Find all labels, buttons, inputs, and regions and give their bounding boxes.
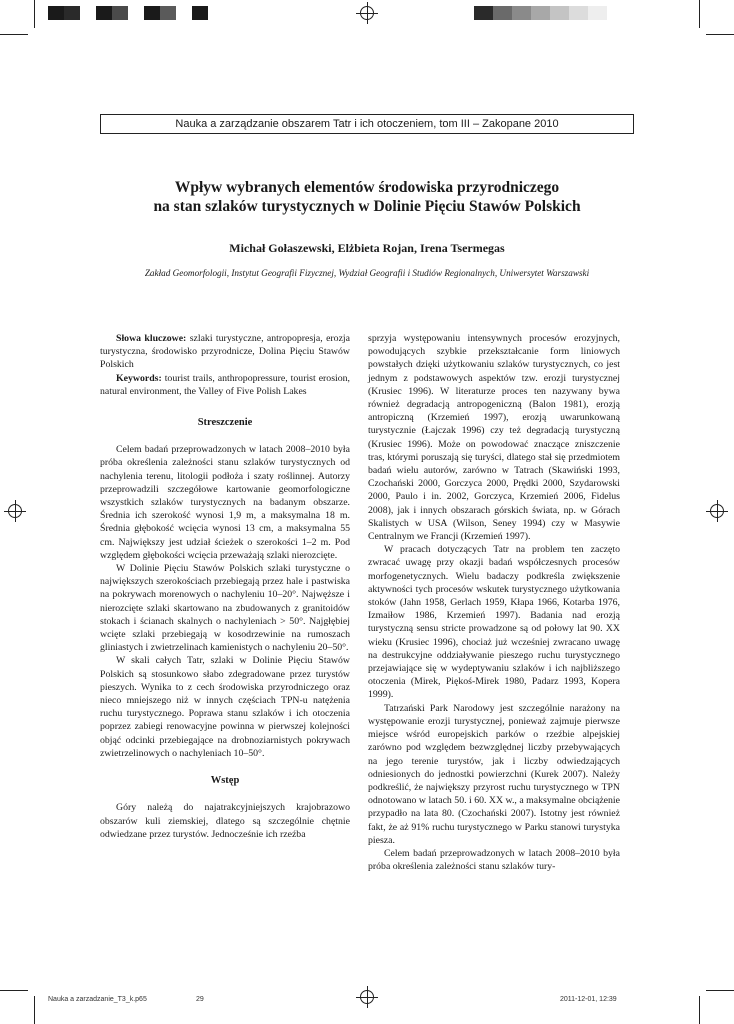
color-bar-right	[474, 6, 607, 20]
gray-swatch	[493, 6, 512, 20]
slug-timestamp: 2011-12-01, 12:39	[560, 996, 617, 1003]
registration-mark-bottom	[360, 990, 374, 1004]
body-paragraph: Tatrzański Park Narodowy jest szczególnie narażony na występowanie erozji turystycznej, ponieważ zajmuje pierwsze miejsce wśród europejskich parków o rzeźbie alpejskiej zarówno pod względem bezwzględnej liczby przebywających na jego terenie turystów, jak i liczby odwiedzających odniesionych do jednostki powierzchni (Kurek 2007). Należy podkreślić, że największy przyrost ruchu turystycznego w TPN odnotowano w latach 50. i 60. XX w., a maksymalne obciążenie przypadło na lata 80. (Czochański 2007). Istotny jest również fakt, że aż 91% ruchu turystycznego w Parku stanowi turystyka piesza.	[368, 702, 620, 846]
article-title	[80, 178, 654, 216]
keywords-pl-label: Słowa kluczowe:	[116, 333, 187, 344]
left-column	[100, 332, 350, 841]
color-swatch	[112, 6, 128, 20]
gray-swatch	[588, 6, 607, 20]
article-affiliation: Zakład Geomorfologii, Instytut Geografii Fizycznej, Wydział Geografii i Studiów Regionalnych, Uniwersytet Warszawski	[144, 268, 590, 278]
body-paragraph: W pracach dotyczących Tatr na problem ten zaczęto zwracać uwagę przy okazji badań współczesnych procesów morfogenetycznych. Wielu badaczy podkreśla zwiększenie aktywności tych procesów wskutek turystycznego użytkowania stoków (Jahn 1958, Gerlach 1959, Kłapa 1966, Kotarba 1976, Izmaiłow 1986, Krzemień 1997). Badania nad erozją turystyczną sensu stricte prowadzone są od połowy lat 90. XX wieku (Krusiec 1996), chociaż już wcześniej zwracano uwagę na destrukcyjne oddziaływanie pieszego ruchu turystycznego przejawiające się w wydeptywaniu szlaków i ich najbliższego otoczenia (Mirek, Piękoś-Mirek 1980, Padarz 1993, Kopera 1999).	[368, 544, 620, 701]
color-swatch	[80, 6, 96, 20]
registration-mark-right	[710, 504, 724, 518]
crop-mark	[34, 996, 35, 1024]
article-title-line-1: Wpływ wybranych elementów środowiska przyrodniczego	[174, 179, 560, 196]
body-paragraph: sprzyja występowaniu intensywnych procesów erozyjnych, powodujących szybkie przekształcanie form liniowych powstałych dzięki użytkowaniu szlaków turystycznych, co jest jednym z podstawowych aspektów tzw. erozji turystycznej (Krusiec 1996). W literaturze proces ten nazywany bywa również degradacją antropogeniczną (Balon 1981), erozją antropiczną (Krzemień 1997), erozją uwarunkowaną turystycznie (Łajczak 1996) czy też degradacją turystyczną (Krusiec 1996). Może on powodować znaczące zniszczenie tras, którymi poruszają się turyści, dlatego stał się przedmiotem badań wielu autorów, zarówno w Tatrach (Skawiński 1993, Czochański 2000, Gorczyca 2000, Prędki 2000, Szydarowski 2000, Paulo i in. 2002, Gorczyca, Krzemień 2006, Fidelus 2008), jak i innych obszarach górskich świata, np. w Górach Skalistych w USA (Wilson, Seney 1994) czy w Masywie Centralnym we Francji (Krzemień 1997).	[368, 333, 620, 543]
crop-mark	[706, 990, 734, 991]
abstract-paragraph: Celem badań przeprowadzonych w latach 2008–2010 była próba określenia zależności stanu szlaków turystycznych od nachylenia terenu, litologii podłoża i szaty roślinnej. Autorzy przeprowadzili szczegółowe kartowanie geomorfologiczne wszystkich szlaków turystycznych na badanym obszarze. Średnia ich szerokość wynosi 1,9 m, a maksymalna 18 m. Średnia głębokość wcięcia wynosi 13 cm, a maksymalna 55 cm. Największy jest udział ścieżek o szerokości 1–2 m. Pod względem głębokości wcięcia przeważają szlaki nierozcięte.	[100, 444, 350, 561]
color-swatch	[144, 6, 160, 20]
color-swatch	[48, 6, 64, 20]
crop-mark	[706, 34, 734, 35]
crop-mark	[699, 0, 700, 28]
crop-mark	[0, 990, 28, 991]
intro-paragraph: Góry należą do najatrakcyjniejszych krajobrazowo obszarów kuli ziemskiej, dlatego są szczególnie chętnie odwiedzane przez turystów. Jednocześnie ich rzeźba	[100, 802, 350, 840]
intro-heading: Wstęp	[210, 775, 240, 787]
journal-header	[100, 114, 634, 134]
color-bar-left	[48, 6, 208, 20]
crop-mark	[699, 996, 700, 1024]
gray-swatch	[474, 6, 493, 20]
article-authors: Michał Gołaszewski, Elżbieta Rojan, Irena Tsermegas	[229, 241, 505, 255]
body-paragraph: Celem badań przeprowadzonych w latach 2008–2010 była próba określenia zależności stanu szlaków tury-	[368, 847, 620, 873]
keywords-pl-text: szlaki turystyczne, antropopresja, erozja turystyczna, środowisko przyrodnicze, Dolina Pięciu Stawów Polskich	[100, 333, 350, 371]
crop-mark	[34, 0, 35, 28]
gray-swatch	[550, 6, 569, 20]
color-swatch	[64, 6, 80, 20]
article-title-line-2: na stan szlaków turystycznych w Dolinie Pięciu Stawów Polskich	[153, 198, 581, 215]
color-swatch	[176, 6, 192, 20]
gray-swatch	[569, 6, 588, 20]
abstract-heading: Streszczenie	[197, 417, 253, 429]
keywords-pl	[100, 332, 350, 372]
registration-mark-left	[8, 504, 22, 518]
gray-swatch	[531, 6, 550, 20]
slug-page-number: 29	[196, 996, 204, 1003]
gray-swatch	[512, 6, 531, 20]
abstract-paragraph: W Dolinie Pięciu Stawów Polskich szlaki turystyczne o największych szerokościach przebiegają przez hale i pastwiska na pokrywach morenowych o nachyleniu 10–20°. Najwęższe i nierozcięte szlaki skartowano na zbudowanych z granitoidów stokach i ścianach skalnych o nachyleniach > 50°. Najgłębiej wcięte szlaki przebiegają w kosodrzewinie na rumoszach gliniastych i zwietrzelinach kamienistych o nachyleniu 20–50°.	[100, 563, 350, 654]
color-swatch	[192, 6, 208, 20]
slug-filename: Nauka a zarzadzanie_T3_k.p65	[48, 996, 147, 1003]
keywords-en-text: tourist trails, anthropopressure, tourist erosion, natural environment, the Valley of Five Polish Lakes	[100, 372, 350, 397]
registration-mark-top	[360, 6, 374, 20]
journal-header-text: Nauka a zarządzanie obszarem Tatr i ich otoczeniem, tom III – Zakopane 2010	[175, 118, 559, 130]
crop-mark	[0, 34, 28, 35]
right-column	[368, 332, 620, 873]
keywords-en-label: Keywords:	[116, 372, 162, 384]
abstract-paragraph: W skali całych Tatr, szlaki w Dolinie Pięciu Stawów Polskich są stosunkowo słabo zdegradowane przez turystów pieszych. Wynika to z cech środowiska przyrodniczego oraz nieco mniejszego niż w innych częściach TPN-u natężenia ruchu turystycznego. Poprawa stanu szlaków i ich otoczenia poprzez zabiegi renowacyjne powinna w pierwszej kolejności objąć odcinki przebiegające na drobnoziarnistych pokrywach zwietrzelinowych o nachyleniach 10–50°.	[100, 655, 350, 759]
color-swatch	[160, 6, 176, 20]
color-swatch	[96, 6, 112, 20]
keywords-en	[100, 372, 350, 398]
color-swatch	[128, 6, 144, 20]
